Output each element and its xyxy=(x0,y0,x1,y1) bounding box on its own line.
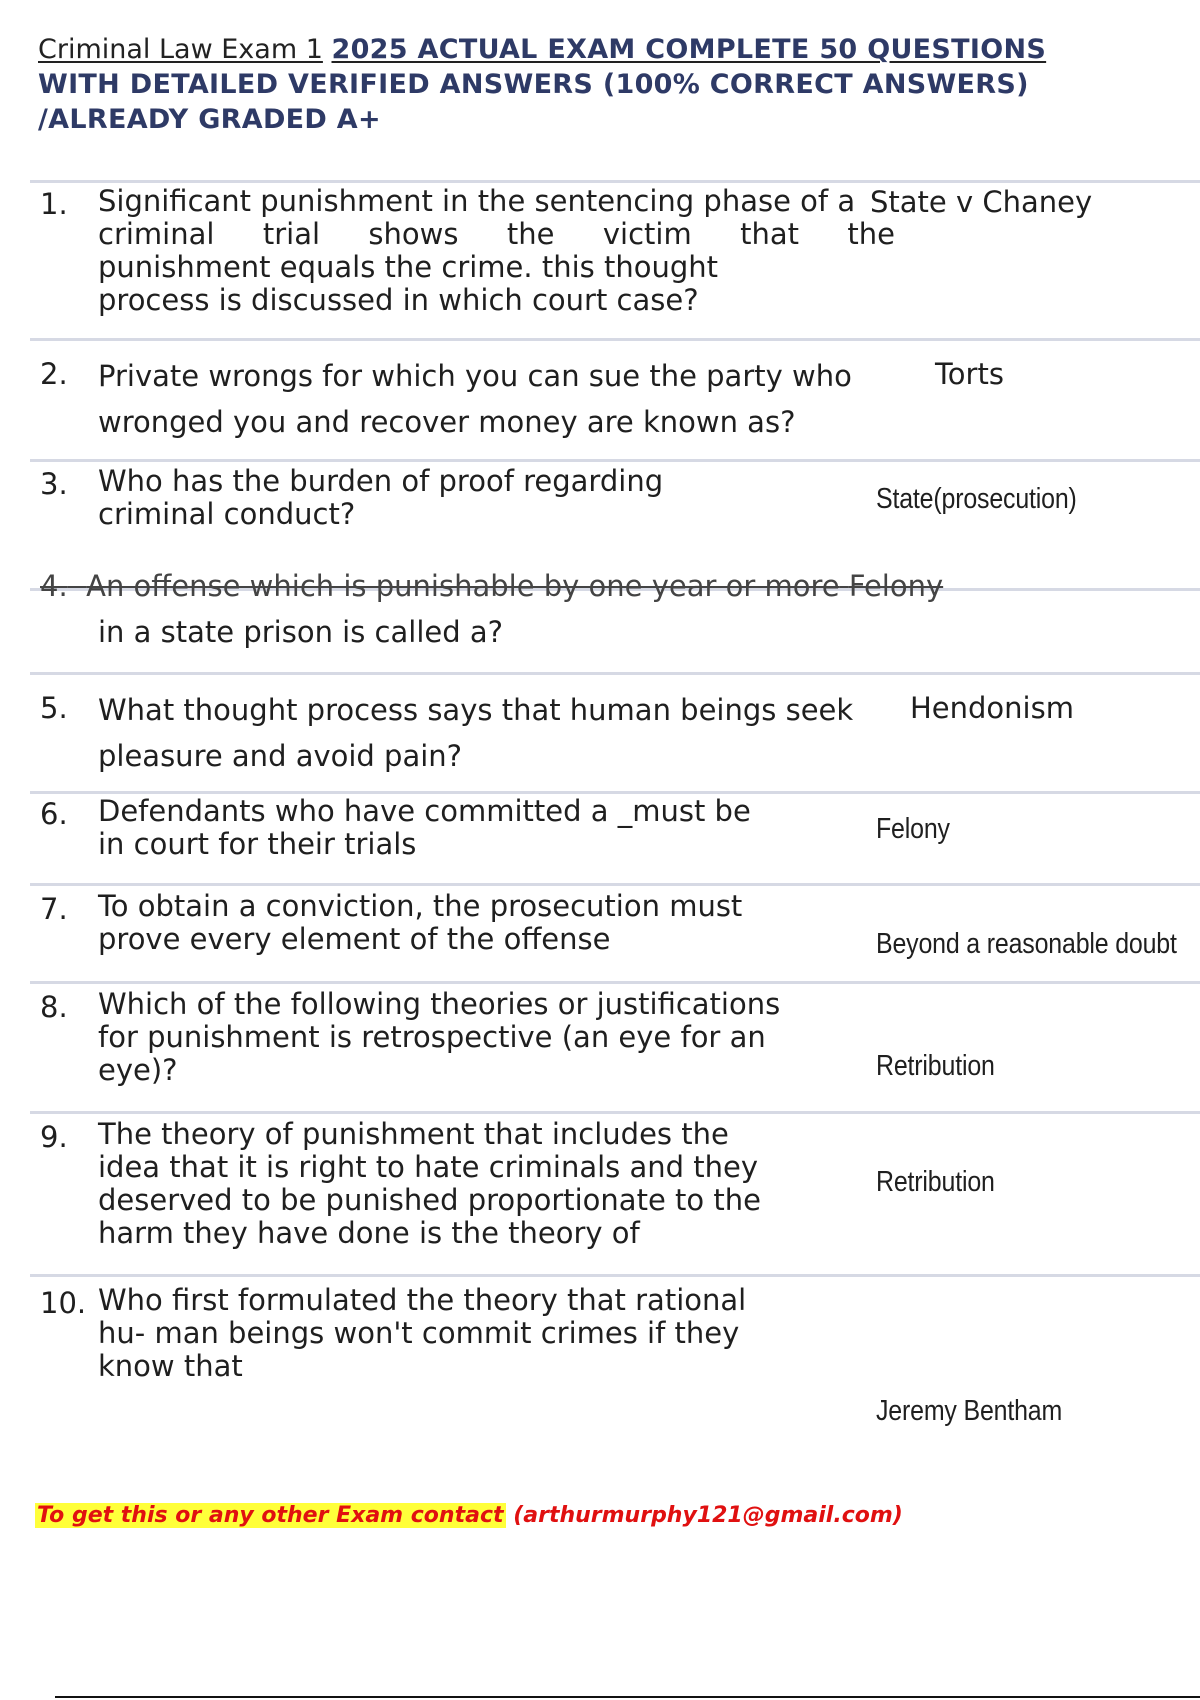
question-text: What thought process says that human beings seek pleasure and avoid pain? xyxy=(98,693,854,773)
question-number: 6. xyxy=(40,797,68,831)
question-text: The theory of punishment that includes the idea that it is right to hate criminals and they deserved to be punished proportionate to the harm they have done is the theory of xyxy=(98,1117,761,1250)
answer-text: State v Chaney xyxy=(870,185,1093,219)
question-number: 2. xyxy=(40,357,68,391)
answer-text: Torts xyxy=(935,357,1004,391)
qa-row-4 xyxy=(30,569,1200,674)
question-text: Private wrongs for which you can sue the party who wronged you and recover money are known as? xyxy=(98,359,852,439)
question-number: 7. xyxy=(40,892,68,926)
title-course: Criminal Law Exam 1 xyxy=(38,34,323,65)
question-number: 5. xyxy=(40,691,68,725)
qa-row-7 xyxy=(30,883,1200,983)
question-number: 10. xyxy=(40,1286,87,1320)
answer-text: Hendonism xyxy=(910,691,1074,725)
question-text: Which of the following theories or justifications for punishment is retrospective (an eye for an eye)? xyxy=(98,987,781,1087)
question-4-strikethrough-line: 4. An offense which is punishable by one year or more Felony xyxy=(40,569,944,603)
title-line-3: /ALREADY GRADED A+ xyxy=(38,104,381,135)
question-number: 1. xyxy=(40,187,68,221)
title-line-2: WITH DETAILED VERIFIED ANSWERS (100% CORRECT ANSWERS) xyxy=(38,69,1029,100)
bottom-divider xyxy=(55,1696,1200,1698)
answer-text: State(prosecution) xyxy=(876,483,1077,515)
qa-row-5 xyxy=(30,672,1200,793)
contact-email[interactable]: (arthurmurphy121@gmail.com) xyxy=(513,1503,903,1528)
contact-line xyxy=(35,1503,903,1528)
question-number: 3. xyxy=(40,467,68,501)
question-text: Significant punishment in the sentencing phase of a criminal trial shows the victim that the punishment equals the crime. this thought process is discussed in which court case? xyxy=(98,184,895,317)
question-text: Who has the burden of proof regarding criminal conduct? xyxy=(98,464,664,531)
title-line-1 xyxy=(38,32,1158,67)
title-headline: 2025 ACTUAL EXAM COMPLETE 50 QUESTIONS xyxy=(331,34,1047,65)
answer-text: Jeremy Bentham xyxy=(876,1395,1063,1427)
qa-row-1 xyxy=(30,180,1200,340)
question-text: in a state prison is called a? xyxy=(98,615,504,649)
answer-text: Felony xyxy=(876,813,950,845)
qa-row-10 xyxy=(30,1274,1200,1457)
qa-row-8 xyxy=(30,981,1200,1113)
question-number: 8. xyxy=(40,990,68,1024)
answer-text: Retribution xyxy=(876,1050,995,1082)
qa-row-2 xyxy=(30,338,1200,461)
qa-row-9 xyxy=(30,1111,1200,1276)
question-text: Defendants who have committed a _must be in court for their trials xyxy=(98,794,751,861)
document-title xyxy=(38,32,1158,137)
question-text: To obtain a conviction, the prosecution must prove every element of the offense xyxy=(98,889,743,956)
question-number: 9. xyxy=(40,1120,68,1154)
answer-text: Felony xyxy=(848,569,944,603)
contact-highlight: To get this or any other Exam contact xyxy=(37,1503,504,1528)
qa-row-6 xyxy=(30,791,1200,885)
answer-text: Beyond a reasonable doubt xyxy=(876,928,1177,960)
question-text: Who first formulated the theory that rational hu- man beings won't commit crimes if they know that xyxy=(98,1283,747,1383)
answer-text: Retribution xyxy=(876,1166,995,1198)
